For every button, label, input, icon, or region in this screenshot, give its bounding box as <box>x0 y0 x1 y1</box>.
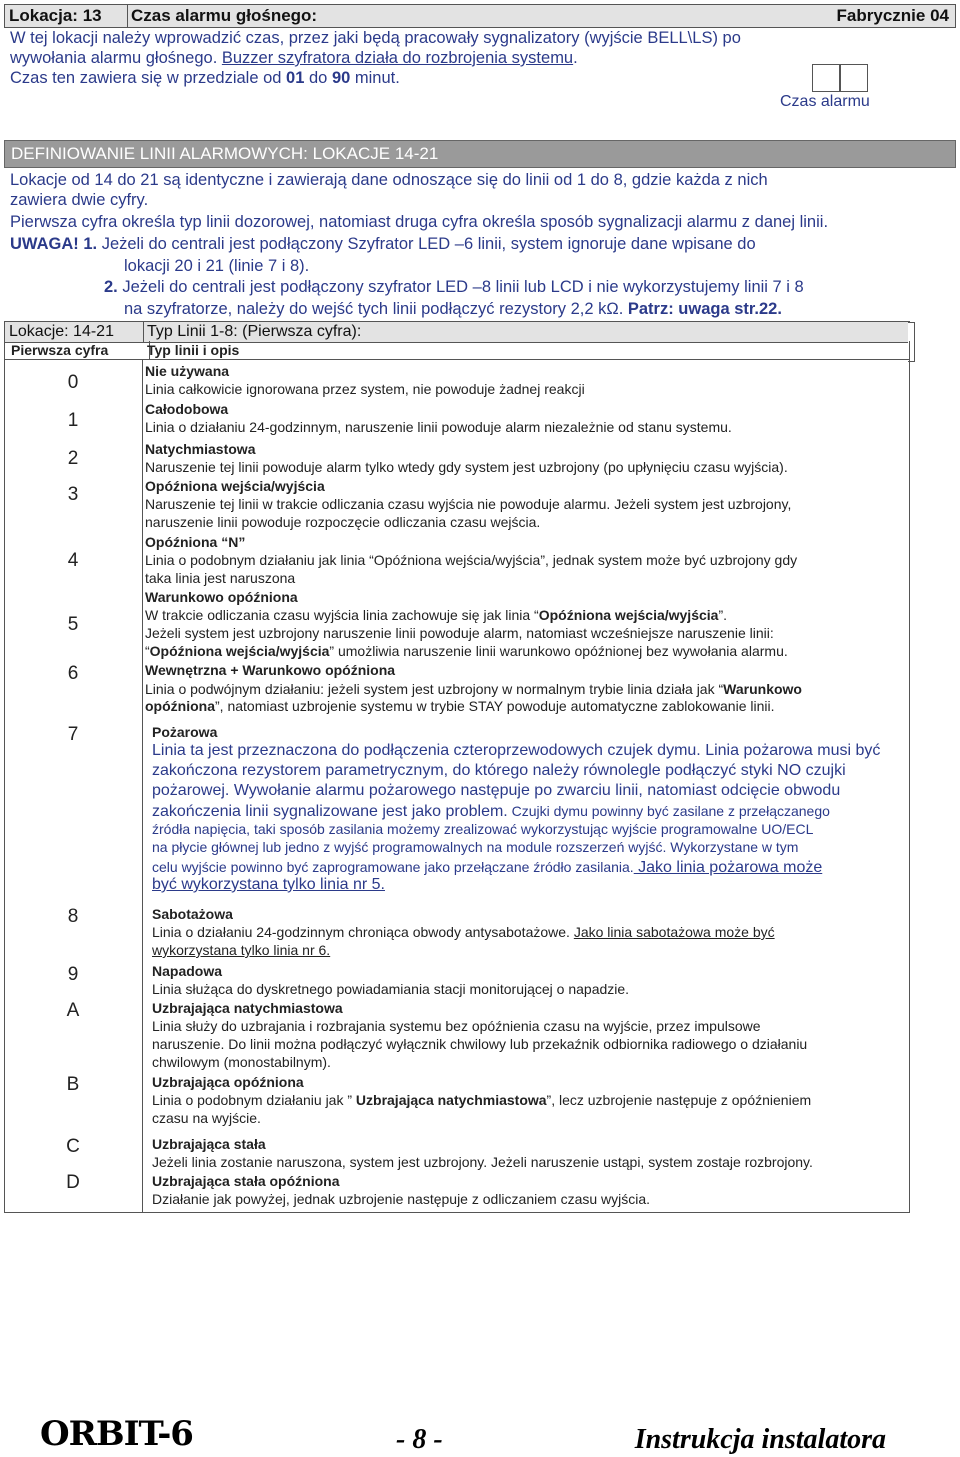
row-code: 0 <box>67 372 79 393</box>
row-title: Nie używana <box>145 363 230 379</box>
row-desc: chwilowym (monostabilnym). <box>152 1054 331 1070</box>
row-title: Natychmiastowa <box>145 441 256 457</box>
row-code: 5 <box>67 614 79 635</box>
row-title: Napadowa <box>152 963 223 979</box>
row-desc: naruszenie linii powoduje rozpoczęcie odliczania czasu wejścia. <box>145 514 541 530</box>
row-desc: Linia służąca do dyskretnego powiadamiania stacji monitorującej o napadzie. <box>152 981 630 997</box>
row-desc: czasu na wyjście. <box>152 1110 261 1126</box>
column-line-type: Typ linii i opis <box>147 342 240 358</box>
row-desc: na płycie głównej lub jedno z wyjść programowalnych na module rozszerzeń wyjść. Wykorzystane w tym <box>152 839 799 855</box>
line-type-label: Typ Linii 1-8: (Pierwsza cyfra): <box>147 323 362 340</box>
location-header-bar <box>4 4 956 28</box>
row-desc: Działanie jak powyżej, jednak uzbrojenie następuje z odliczaniem czasu wyjścia. <box>152 1191 651 1207</box>
warning-line-1b: lokacji 20 i 21 (linie 7 i 8). <box>124 257 310 275</box>
row-code: 8 <box>67 906 79 927</box>
row-desc: Linia służy do uzbrajania i rozbrajania systemu bez opóźnienia czasu na wyjście, przez impulsowe <box>152 1018 761 1034</box>
row-desc: Linia o podobnym działaniu jak ” Uzbrajająca natychmiastowa”, lecz uzbrojenie następuje z opóźnieniem <box>152 1092 812 1108</box>
row-desc: Linia o podobnym działaniu jak linia “Opóźniona wejścia/wyjścia”, jednak system może być uzbrojony gdy <box>145 552 798 568</box>
alarm-time-digit-box-2[interactable] <box>840 64 868 92</box>
row-desc: Jeżeli linia zostanie naruszona, system jest uzbrojony. Jeżeli naruszenie ustąpi, system zostaje rozbrojony. <box>152 1154 813 1170</box>
warning-line-2b: na szyfratorze, należy do wejść tych linii podłączyć rezystory 2,2 kΩ. Patrz: uwaga str.22. <box>124 300 782 318</box>
location-title: Czas alarmu głośnego: <box>131 6 318 25</box>
row-desc: W trakcie odliczania czasu wyjścia linia zachowuje się jak linia “Opóźniona wejścia/wyjścia”. <box>145 607 728 623</box>
orbit-logo: ORBIT-6 <box>40 1414 193 1454</box>
row-code: 7 <box>67 724 79 745</box>
intro-line-2: wywołania alarmu głośnego. Buzzer szyfratora działa do rozbrojenia systemu. <box>10 49 578 67</box>
table-column-divider <box>142 359 143 1212</box>
location-number: Lokacja: 13 <box>5 5 128 27</box>
row-code: B <box>66 1074 80 1095</box>
intro-line-3: Czas ten zawiera się w przedziale od 01 do 90 minut. <box>10 69 400 87</box>
row-title: Wewnętrzna + Warunkowo opóźniona <box>145 662 396 678</box>
row-code: 9 <box>67 964 79 985</box>
row-desc: Linia całkowicie ignorowana przez system, nie powoduje żadnej reakcji <box>145 381 585 397</box>
row-code: 4 <box>67 550 79 571</box>
table-header-columns <box>4 341 910 360</box>
row-code: 3 <box>67 484 79 505</box>
document-title: Instrukcja instalatora <box>634 1424 886 1455</box>
locations-label: Lokacje: 14-21 <box>5 322 144 342</box>
alarm-time-label: Czas alarmu <box>780 93 870 110</box>
row-desc: naruszenie. Do linii można podłączyć wyłącznik chwilowy lub przekaźnik odbiornika radiowego o działaniu <box>152 1036 808 1052</box>
row-desc: Jeżeli system jest uzbrojony naruszenie linii powoduje alarm, natomiast wcześniejsze naruszenie linii: <box>145 625 774 641</box>
row-desc: Naruszenie tej linii powoduje alarm tylko wtedy gdy system jest uzbrojony (po upłynięciu czasu wyjścia). <box>145 459 788 475</box>
row-desc: źródła napięcia, taki sposób zasilania możemy zrealizować wykorzystując wyjście programowalne UO/ECL <box>152 821 814 837</box>
row-desc: być wykorzystana tylko linia nr 5. <box>152 876 385 893</box>
row-title: Całodobowa <box>145 401 229 417</box>
factory-default: Fabrycznie 04 <box>836 6 949 25</box>
row-desc: zakończenia linii sygnalizowane jest jako problem. Czujki dymu powinny być zasilane z przełączanego <box>152 803 830 820</box>
row-desc: Naruszenie tej linii w trakcie odliczania czasu wyjścia nie powoduje alarmu. Jeżeli system jest uzbrojony, <box>145 496 792 512</box>
column-first-digit: Pierwsza cyfra <box>5 341 150 359</box>
row-code: C <box>66 1136 80 1157</box>
row-desc: pożarowej. Wywołanie alarmu pożarowego następuje po zwarciu linii, natomiast odcięcie obwodu <box>152 782 841 799</box>
row-title: Uzbrajająca stała opóźniona <box>152 1173 340 1189</box>
row-desc: opóźniona”, natomiast uzbrojenie systemu w trybie STAY powoduje automatyczne zablokowanie linii. <box>145 698 775 714</box>
row-desc: Linia o podwójnym działaniu: jeżeli system jest uzbrojony w normalnym trybie linia działa jak “Warunkowo <box>145 681 802 697</box>
row-title: Pożarowa <box>152 724 218 740</box>
row-desc: zakończona rezystorem parametrycznym, do którego należy równolegle podłączyć styki NO czujki <box>152 762 846 779</box>
alarm-time-digit-box-1[interactable] <box>812 64 840 92</box>
section-paragraph-2: Pierwsza cyfra określa typ linii dozorowej, natomiast druga cyfra określa sposób sygnalizacji alarmu z danej linii. <box>10 213 829 231</box>
row-code: 2 <box>67 448 79 469</box>
row-desc: taka linia jest naruszona <box>145 570 296 586</box>
table-header-main <box>4 321 910 343</box>
row-code: 1 <box>67 410 79 431</box>
row-title: Uzbrajająca natychmiastowa <box>152 1000 343 1016</box>
row-title: Opóźniona “N” <box>145 534 246 550</box>
row-desc: celu wyjście powinno być zaprogramowane jako przełączane źródło zasilania. Jako linia pożarowa może <box>152 859 823 876</box>
page-number: - 8 - <box>396 1424 443 1455</box>
row-code: D <box>66 1172 80 1193</box>
section-paragraph-1: Lokacje od 14 do 21 są identyczne i zawierają dane odnoszące się do linii od 1 do 8, gdzie każda z nich <box>10 171 768 189</box>
row-code: A <box>66 1000 80 1021</box>
row-title: Warunkowo opóźniona <box>145 589 298 605</box>
intro-line-1: W tej lokacji należy wprowadzić czas, przez jaki będą pracowały sygnalizatory (wyjście BELL\LS) po <box>10 29 741 47</box>
warning-line-2: 2. Jeżeli do centrali jest podłączony szyfrator LED –8 linii lub LCD i nie wykorzystujemy linii 7 i 8 <box>104 278 804 296</box>
row-code: 6 <box>67 663 79 684</box>
row-title: Uzbrajająca stała <box>152 1136 266 1152</box>
row-title: Sabotażowa <box>152 906 233 922</box>
section-header: DEFINIOWANIE LINII ALARMOWYCH: LOKACJE 14-21 <box>4 140 956 168</box>
row-title: Opóźniona wejścia/wyjścia <box>145 478 325 494</box>
row-desc: Linia ta jest przeznaczona do podłączenia czteroprzewodowych czujek dymu. Linia pożarowa musi być <box>152 742 881 759</box>
row-desc: Linia o działaniu 24-godzinnym, naruszenie linii powoduje alarm niezależnie od stanu systemu. <box>145 419 732 435</box>
row-desc: wykorzystana tylko linia nr 6. <box>152 942 331 958</box>
warning-line-1: UWAGA! 1. Jeżeli do centrali jest podłączony Szyfrator LED –6 linii, system ignoruje dane wpisane do <box>10 235 756 253</box>
row-desc: “Opóźniona wejścia/wyjścia” umożliwia naruszenie linii warunkowo opóźnionej bez wywołania alarmu. <box>145 643 788 659</box>
section-paragraph-1b: zawiera dwie cyfry. <box>10 191 149 209</box>
row-title: Uzbrajająca opóźniona <box>152 1074 304 1090</box>
row-desc: Linia o działaniu 24-godzinnym chroniąca obwody antysabotażowe. Jako linia sabotażowa może być <box>152 924 775 940</box>
